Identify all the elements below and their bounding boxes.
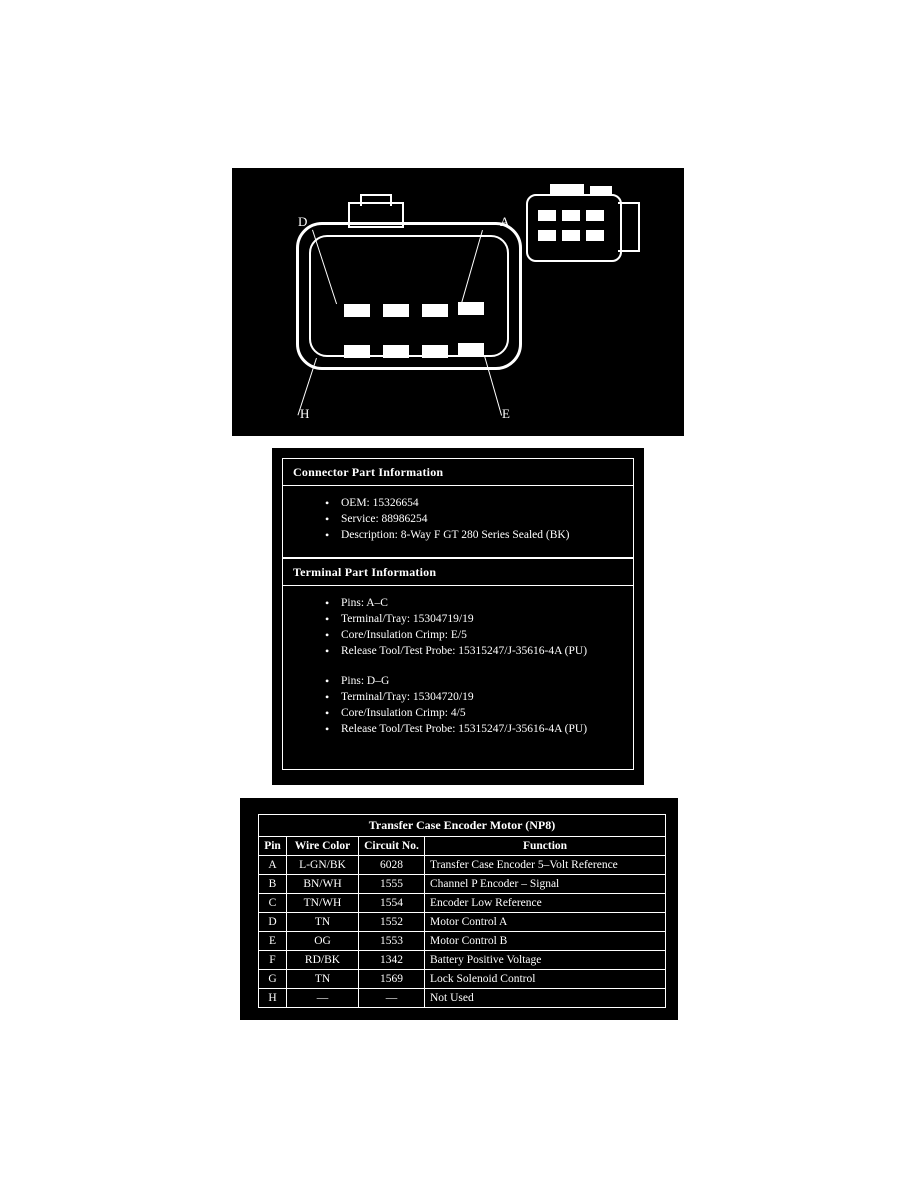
list-item: • Description: 8-Way F GT 280 Series Sealed (BK): [283, 527, 633, 543]
cell-circuit-no: 1552: [359, 913, 425, 932]
cell-function: Channel P Encoder – Signal: [425, 875, 666, 894]
table-row: [259, 894, 666, 913]
callout-label-a: A: [500, 214, 510, 229]
column-header-function: Function: [425, 837, 666, 856]
cavity-g: [383, 345, 409, 358]
list-item: • Terminal/Tray: 15304720/19: [283, 689, 633, 705]
part-information-panel: [272, 448, 644, 785]
cell-function: Transfer Case Encoder 5–Volt Reference: [425, 856, 666, 875]
list-item: • Release Tool/Test Probe: 15315247/J-35616-4A (PU): [283, 643, 633, 659]
cavity-d: [344, 304, 370, 317]
table-row: [259, 913, 666, 932]
list-item: • Service: 88986254: [283, 511, 633, 527]
list-item: • Core/Insulation Crimp: E/5: [283, 627, 633, 643]
table-header-row: [259, 837, 666, 856]
callout-label-d: D: [298, 214, 308, 229]
terminal-part-information-list-group-b: [283, 659, 633, 737]
cell-wire-color: TN: [287, 970, 359, 989]
connector-iso-side: [618, 202, 640, 252]
cell-circuit-no: 1569: [359, 970, 425, 989]
table-row: [259, 970, 666, 989]
cell-circuit-no: —: [359, 989, 425, 1008]
terminal-part-information-box: [282, 558, 634, 770]
cell-wire-color: OG: [287, 932, 359, 951]
iso-cavity-2: [562, 210, 580, 221]
pinout-panel: [240, 798, 678, 1020]
cell-function: Encoder Low Reference: [425, 894, 666, 913]
cell-pin: D: [259, 913, 287, 932]
terminal-part-information-list-group-a: [283, 586, 633, 659]
terminal-part-information-title: Terminal Part Information: [293, 565, 437, 579]
cell-pin: C: [259, 894, 287, 913]
cell-pin: A: [259, 856, 287, 875]
list-item: • Release Tool/Test Probe: 15315247/J-35616-4A (PU): [283, 721, 633, 737]
cell-wire-color: —: [287, 989, 359, 1008]
cell-wire-color: RD/BK: [287, 951, 359, 970]
table-row: [259, 856, 666, 875]
connector-part-information-list: [283, 486, 633, 543]
list-item: • Terminal/Tray: 15304719/19: [283, 611, 633, 627]
pinout-table: [258, 814, 666, 1008]
cell-function: Battery Positive Voltage: [425, 951, 666, 970]
cell-circuit-no: 1555: [359, 875, 425, 894]
column-header-circuit-no: Circuit No.: [359, 837, 425, 856]
connector-iso-body: [526, 194, 622, 262]
callout-label-e: E: [502, 406, 511, 421]
cell-circuit-no: 6028: [359, 856, 425, 875]
cell-wire-color: BN/WH: [287, 875, 359, 894]
cell-pin: E: [259, 932, 287, 951]
connector-iso-top-rib-2: [590, 186, 612, 194]
cavity-f: [422, 345, 448, 358]
iso-cavity-4: [538, 230, 556, 241]
cavity-b: [422, 304, 448, 317]
cell-circuit-no: 1554: [359, 894, 425, 913]
connector-part-information-title: Connector Part Information: [293, 465, 444, 479]
connector-illustration: [232, 168, 684, 436]
connector-front-body: [296, 222, 522, 370]
table-row: [259, 951, 666, 970]
connector-iso-top-rib-1: [550, 184, 584, 194]
cell-circuit-no: 1342: [359, 951, 425, 970]
iso-cavity-3: [586, 210, 604, 221]
callout-label-h: H: [300, 406, 310, 421]
cell-pin: B: [259, 875, 287, 894]
list-item: • Core/Insulation Crimp: 4/5: [283, 705, 633, 721]
connector-front-body-inner: [309, 235, 509, 357]
cell-function: Motor Control A: [425, 913, 666, 932]
cell-wire-color: TN: [287, 913, 359, 932]
column-header-wire-color: Wire Color: [287, 837, 359, 856]
list-item: • OEM: 15326654: [283, 495, 633, 511]
iso-cavity-1: [538, 210, 556, 221]
cavity-e: [458, 343, 484, 356]
cell-pin: H: [259, 989, 287, 1008]
cell-pin: G: [259, 970, 287, 989]
cell-function: Motor Control B: [425, 932, 666, 951]
cell-wire-color: L-GN/BK: [287, 856, 359, 875]
cell-function: Lock Solenoid Control: [425, 970, 666, 989]
cell-pin: F: [259, 951, 287, 970]
cavity-h: [344, 345, 370, 358]
list-item: • Pins: D–G: [283, 673, 633, 689]
iso-cavity-6: [586, 230, 604, 241]
cell-function: Not Used: [425, 989, 666, 1008]
connector-latch-tab-top: [360, 194, 392, 206]
column-header-pin: Pin: [259, 837, 287, 856]
list-item: • Pins: A–C: [283, 595, 633, 611]
cell-wire-color: TN/WH: [287, 894, 359, 913]
table-row: [259, 932, 666, 951]
connector-part-information-box: [282, 458, 634, 558]
table-row: [259, 875, 666, 894]
cavity-c: [383, 304, 409, 317]
pinout-table-title: Transfer Case Encoder Motor (NP8): [258, 814, 666, 836]
iso-cavity-5: [562, 230, 580, 241]
cell-circuit-no: 1553: [359, 932, 425, 951]
table-row: [259, 989, 666, 1008]
cavity-a: [458, 302, 484, 315]
